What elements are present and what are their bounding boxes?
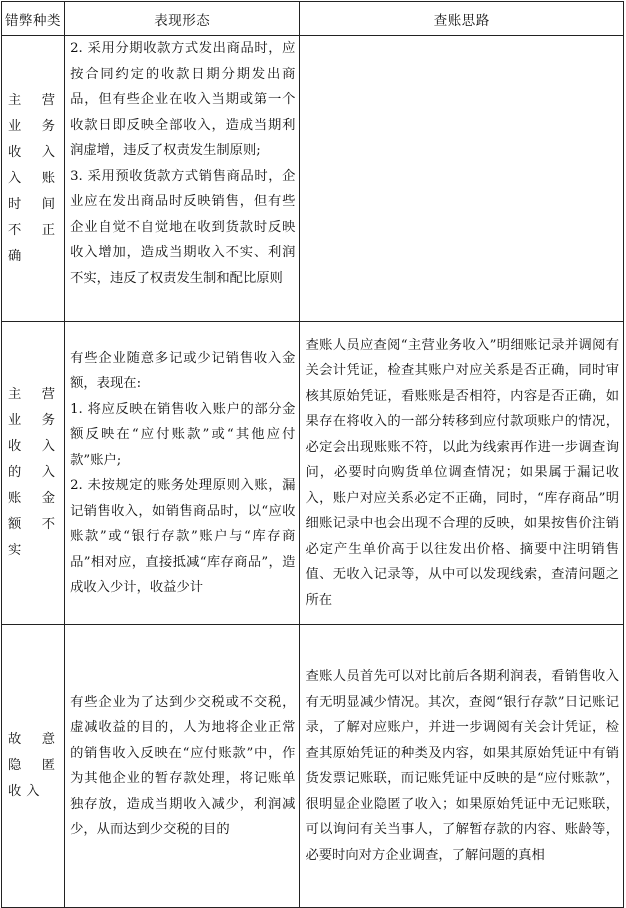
category-text: 主营业务收入的入账金额不实	[8, 387, 61, 558]
header-category: 错弊种类	[2, 2, 65, 36]
header-form: 表现形态	[65, 2, 300, 36]
table-row	[2, 36, 624, 322]
category-text: 主营业务收入入账时间不正确	[8, 92, 61, 264]
check-text: 查账人员应查阅“主营业务收入”明细账记录并调阅有关会计凭证，检查其账户对应关系是否正确，同时审核其原始凭证，看账账是否相符，内容是否正确，如果存在将收入的一部分转移到应付款项账户的情况，必定会出现账账不符，以此为线索再作进一步调查询问，必要时向购货单位调查情况；如果属于漏记收入，账户对应关系必定不正确，同时，“库存商品”明细账记录中也会出现不合理的反映，如果按售价注销必定产生单价高于以往发出价格、摘要中注明销售值、无收入记录等，从中可以发现线索，查清问题之所在	[305, 337, 619, 608]
category-cell	[2, 322, 65, 625]
category-cell	[2, 625, 65, 908]
table-body	[2, 36, 624, 908]
table-row	[2, 625, 624, 908]
category-text: 故意隐匿收入	[8, 732, 61, 799]
header-row	[2, 2, 624, 36]
check-cell	[300, 625, 624, 908]
form-cell	[65, 322, 300, 625]
form-text: 有些企业随意多记或少记销售收入金额，表现在: 1. 将应反映在销售收入账户的部分金额反映在“应付账款”或“其他应付款”账户; 2. 未按规定的账务处理原则入账，漏记销售收入，如销售商品时，以“应收账款”或“银行存款”账户与“库存商品”相对应，直接抵减“库存商品”，造成收入少计，收益少计	[70, 350, 296, 595]
table-row	[2, 322, 624, 625]
form-cell	[65, 36, 300, 322]
form-cell	[65, 625, 300, 908]
audit-table	[1, 1, 624, 908]
table-header	[2, 2, 624, 36]
check-cell	[300, 36, 624, 322]
header-check: 查账思路	[300, 2, 624, 36]
category-cell	[2, 36, 65, 322]
form-text: 有些企业为了达到少交税或不交税，虚减收益的目的，人为地将企业正常的销售收入反映在“应付账款”中，作为其他企业的暂存款处理，将记账单独存放，造成当期收入减少，利润减少，从而达到少交税的目的	[70, 694, 296, 837]
form-text: 2. 采用分期收款方式发出商品时，应按合同约定的收款日期分期发出商品，但有些企业在收入当期或第一个收款日即反映全部收入，造成当期利润虚增，违反了权责发生制原则; 3. 采用预收货款方式销售商品时，企业应在发出商品时反映销售，但有些企业自觉不自觉地在收到货款时反映收入增加，造成当期收入不实、利润不实，违反了权责发生制和配比原则	[70, 41, 296, 286]
check-text: 查账人员首先可以对比前后各期利润表，看销售收入有无明显减少情况。其次，查阅“银行存款”日记账记录，了解对应账户，并进一步调阅有关会计凭证，检查其原始凭证的种类及内容，如果其原始凭证中有销货发票记账联，而记账凭证中反映的是“应付账款”，很明显企业隐匿了收入；如果原始凭证中无记账联，可以询问有关当事人，了解暂存款的内容、账龄等，必要时向对方企业调查，了解问题的真相	[305, 669, 619, 863]
check-cell	[300, 322, 624, 625]
